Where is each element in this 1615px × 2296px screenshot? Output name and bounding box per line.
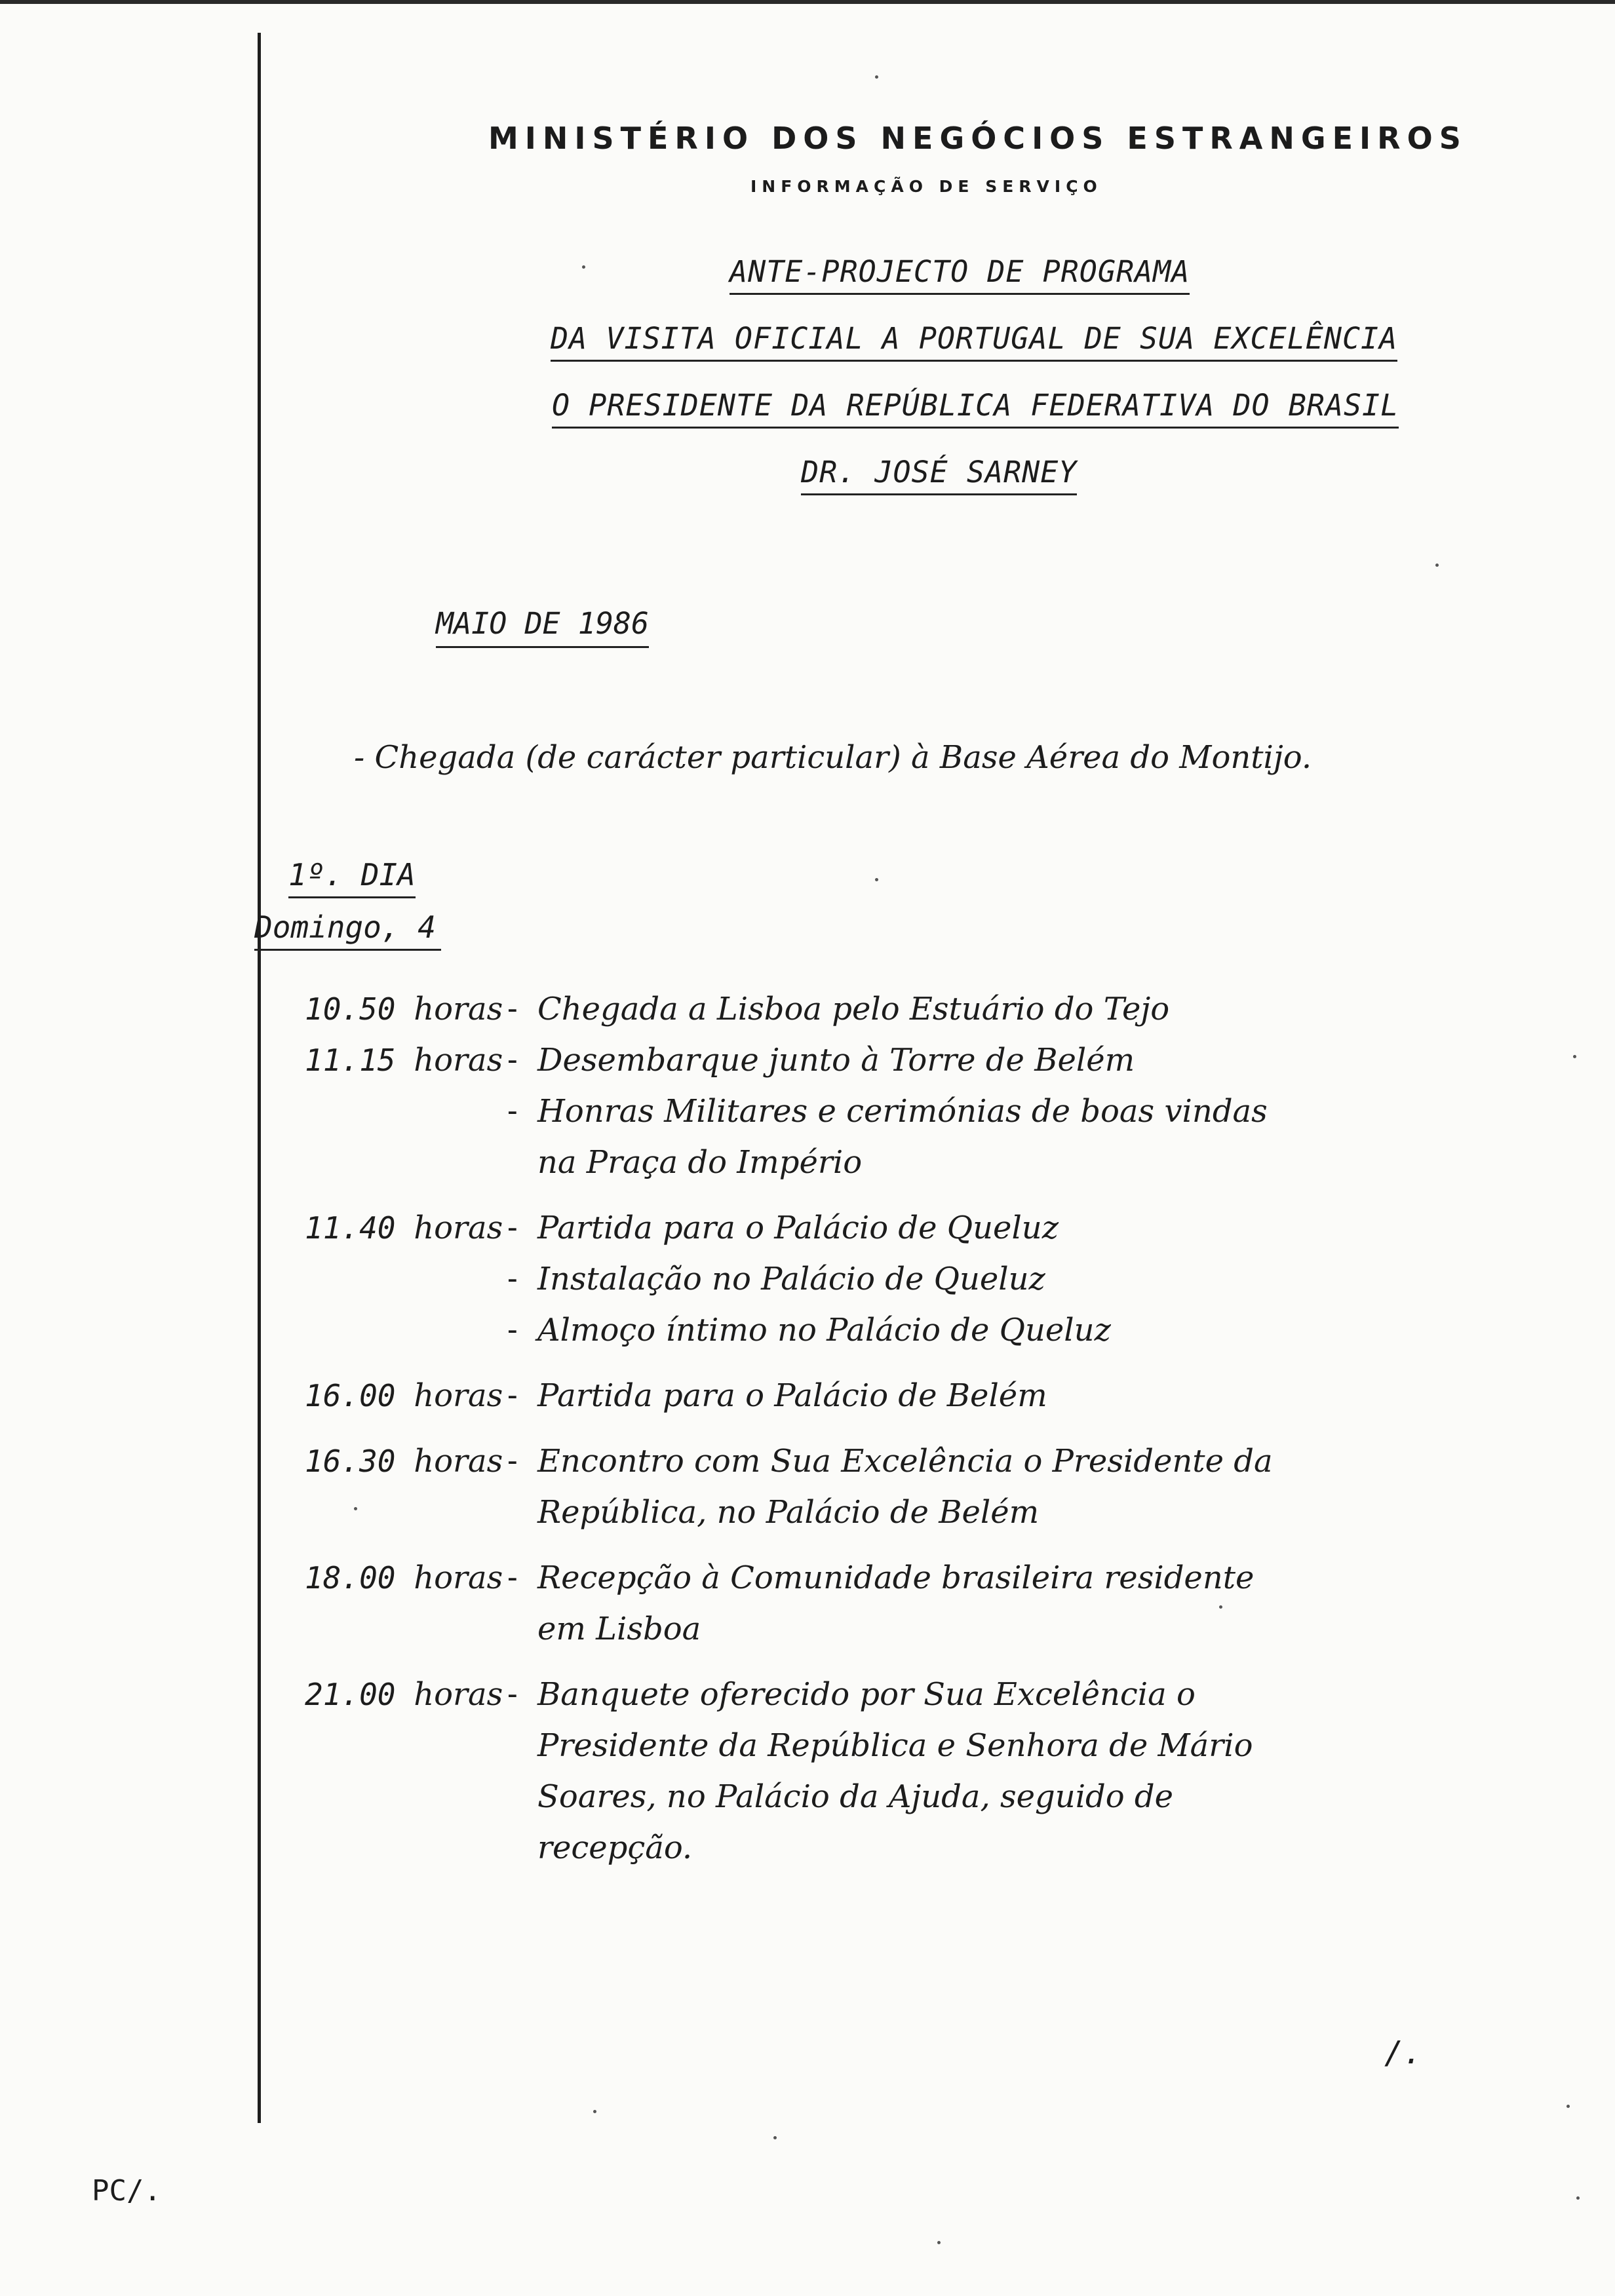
schedule-hours-word: horas — [414, 1377, 503, 1414]
schedule-hours-word: horas — [414, 1676, 503, 1713]
schedule-time-value: 10.50 — [305, 991, 396, 1027]
day-date: Domingo, 4 — [254, 909, 441, 951]
margin-rule — [258, 33, 261, 2123]
scan-speck — [875, 878, 878, 881]
scan-speck — [1566, 2105, 1570, 2108]
footer-reference: PC/. — [92, 2174, 161, 2208]
scan-speck — [593, 2110, 596, 2113]
schedule-item-text: em Lisboa — [537, 1611, 701, 1647]
service-info-header: INFORMAÇÃO DE SERVIÇO — [750, 177, 1102, 196]
title-line-3: O PRESIDENTE DA REPÚBLICA FEDERATIVA DO BRASIL — [552, 388, 1399, 429]
title-line-4: DR. JOSÉ SARNEY — [801, 455, 1077, 495]
schedule-time-value: 18.00 — [305, 1560, 396, 1596]
schedule-dash: - — [503, 1312, 522, 1347]
schedule-time — [305, 1676, 503, 1713]
schedule-time — [305, 991, 503, 1027]
schedule-time-value: 11.40 — [305, 1210, 396, 1246]
title-line-1: ANTE-PROJECTO DE PROGRAMA — [730, 254, 1190, 295]
schedule-time — [305, 1559, 503, 1596]
schedule-item-text: Almoço íntimo no Palácio de Queluz — [537, 1312, 1111, 1349]
schedule-hours-word: horas — [414, 991, 503, 1027]
schedule-item-text: Partida para o Palácio de Belém — [537, 1377, 1047, 1414]
top-border — [0, 0, 1615, 4]
schedule-item-text: Soares, no Palácio da Ajuda, seguido de — [537, 1778, 1174, 1815]
schedule-time-value: 11.15 — [305, 1043, 396, 1078]
scan-speck — [1576, 2196, 1580, 2200]
schedule-item-text: Banquete oferecido por Sua Excelência o — [537, 1676, 1196, 1713]
schedule-item-text: Instalação no Palácio de Queluz — [537, 1261, 1045, 1297]
schedule-item-text: Desembarque junto à Torre de Belém — [537, 1042, 1135, 1079]
scan-speck — [1573, 1055, 1576, 1058]
scan-speck — [1435, 564, 1439, 567]
continuation-mark: /. — [1384, 2035, 1422, 2071]
schedule-dash: - — [503, 1210, 522, 1245]
schedule-item-text: República, no Palácio de Belém — [537, 1494, 1040, 1531]
schedule-time-value: 16.00 — [305, 1378, 396, 1413]
schedule-time — [305, 1443, 503, 1480]
scan-speck — [875, 75, 878, 79]
scan-speck — [582, 265, 585, 269]
scan-speck — [354, 1507, 357, 1510]
schedule-hours-word: horas — [414, 1443, 503, 1480]
schedule-dash: - — [503, 1042, 522, 1077]
scan-speck — [937, 2241, 941, 2244]
month-heading: MAIO DE 1986 — [436, 606, 649, 648]
schedule-item-text: Honras Militares e cerimónias de boas vindas — [537, 1093, 1268, 1130]
schedule-time — [305, 1210, 503, 1246]
schedule-time-value: 16.30 — [305, 1444, 396, 1479]
ministry-header: MINISTÉRIO DOS NEGÓCIOS ESTRANGEIROS — [488, 121, 1468, 156]
schedule-item-text: Presidente da República e Senhora de Mário — [537, 1727, 1253, 1764]
schedule-item-text: Chegada a Lisboa pelo Estuário do Tejo — [537, 991, 1170, 1027]
schedule-item-text: Partida para o Palácio de Queluz — [537, 1210, 1059, 1246]
scan-speck — [1219, 1605, 1222, 1609]
schedule-time — [305, 1042, 503, 1079]
schedule-dash: - — [503, 1261, 522, 1296]
schedule-dash: - — [503, 1559, 522, 1595]
day-label: 1º. DIA — [288, 857, 416, 898]
schedule-item-text: recepção. — [537, 1829, 693, 1866]
schedule-dash: - — [503, 991, 522, 1026]
schedule-hours-word: horas — [414, 1559, 503, 1596]
schedule-item-text: Recepção à Comunidade brasileira residente — [537, 1559, 1255, 1596]
schedule-time-value: 21.00 — [305, 1677, 396, 1712]
schedule-item-text: Encontro com Sua Excelência o Presidente da — [537, 1443, 1273, 1480]
schedule-dash: - — [503, 1443, 522, 1478]
schedule-hours-word: horas — [414, 1042, 503, 1079]
title-line-2: DA VISITA OFICIAL A PORTUGAL DE SUA EXCELÊNCIA — [551, 321, 1397, 362]
scan-speck — [773, 2136, 777, 2139]
schedule-dash: - — [503, 1676, 522, 1712]
schedule-time — [305, 1377, 503, 1414]
schedule-dash: - — [503, 1377, 522, 1413]
schedule-item-text: na Praça do Império — [537, 1144, 863, 1181]
schedule-hours-word: horas — [414, 1210, 503, 1246]
schedule-dash: - — [503, 1093, 522, 1128]
arrival-note: - Chegada (de carácter particular) à Base Aérea do Montijo. — [354, 739, 1312, 776]
